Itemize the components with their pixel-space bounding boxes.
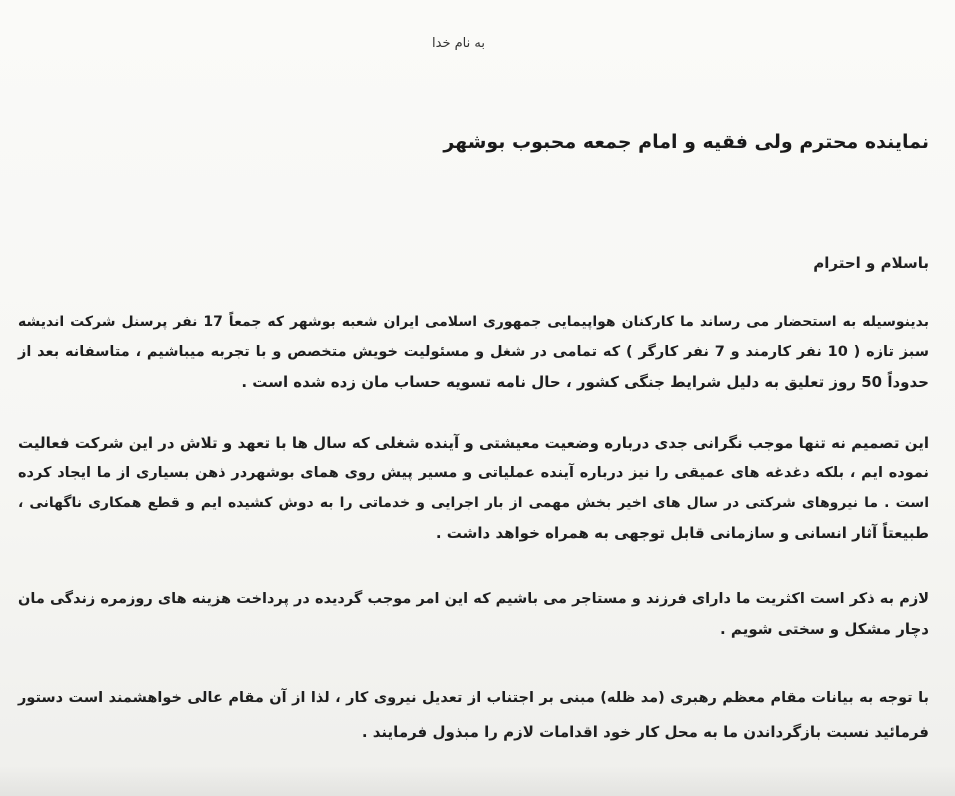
paragraph-line: دچار مشکل و سختی شویم . [720,620,929,638]
paragraph-line: نموده ایم ، بلکه دغدغه های عمیقی را نیز درباره آینده عملیاتی و مسیر پیش روی همای بوشهردر ذهن بسیاری از ما ایجاد کرده [18,465,929,481]
paragraph-line: طبیعتاً آثار انسانی و سازمانی قابل توجهی به همراه خواهد داشت . [435,524,929,542]
paragraph-line: حدوداً 50 روز تعلیق به دلیل شرایط جنگی کشور ، حال نامه تسویه حساب مان زده شده است . [241,373,929,391]
addressee-line: نماینده محترم ولی فقیه و امام جمعه محبوب بوشهر [443,131,929,153]
paragraph-2 [18,428,929,548]
basmala-heading: به نام خدا [432,36,485,51]
paragraph-line: است . ما نیروهای شرکتی در سال های اخیر بخش مهمی از بار اجرایی و خدماتی را به دوش کشیده ایم و قطع همکاری ناگهانی ، [18,495,929,511]
paragraph-line: این تصمیم نه تنها موجب نگرانی جدی درباره وضعیت معیشتی و آینده شغلی که سال ها با تعهد و تلاش در این شرکت فعالیت [18,434,929,452]
paragraph-4 [18,681,929,749]
paragraph-line: با توجه به بیانات مقام معظم رهبری (مد ظله) مبنی بر اجتناب از تعدیل نیروی کار ، لذا از آن مقام عالی خواهشمند است دستور [18,690,929,706]
paragraph-line: لازم به ذکر است اکثریت ما دارای فرزند و مستاجر می باشیم که این امر موجب گردیده در پرداخت هزینه های روزمره زندگی مان [18,591,929,607]
paragraph-3 [18,584,929,644]
paragraph-line: سبز تازه ( 10 نفر کارمند و 7 نفر کارگر ) که تمامی در شغل و مسئولیت خویش متخصص و با تجربه میباشیم ، متاسفانه بعد از [18,344,929,360]
paragraph-line: بدینوسیله به استحضار می رساند ما کارکنان هواپیمایی جمهوری اسلامی ایران شعبه بوشهر که جمعاً 17 نفر پرسنل شرکت اندیشه [18,314,929,330]
paragraph-line: فرمائید نسبت بازگرداندن ما به محل کار خود اقدامات لازم را مبذول فرمایند . [361,723,929,741]
greeting-line: باسلام و احترام [813,254,929,272]
paragraph-1 [18,307,929,397]
